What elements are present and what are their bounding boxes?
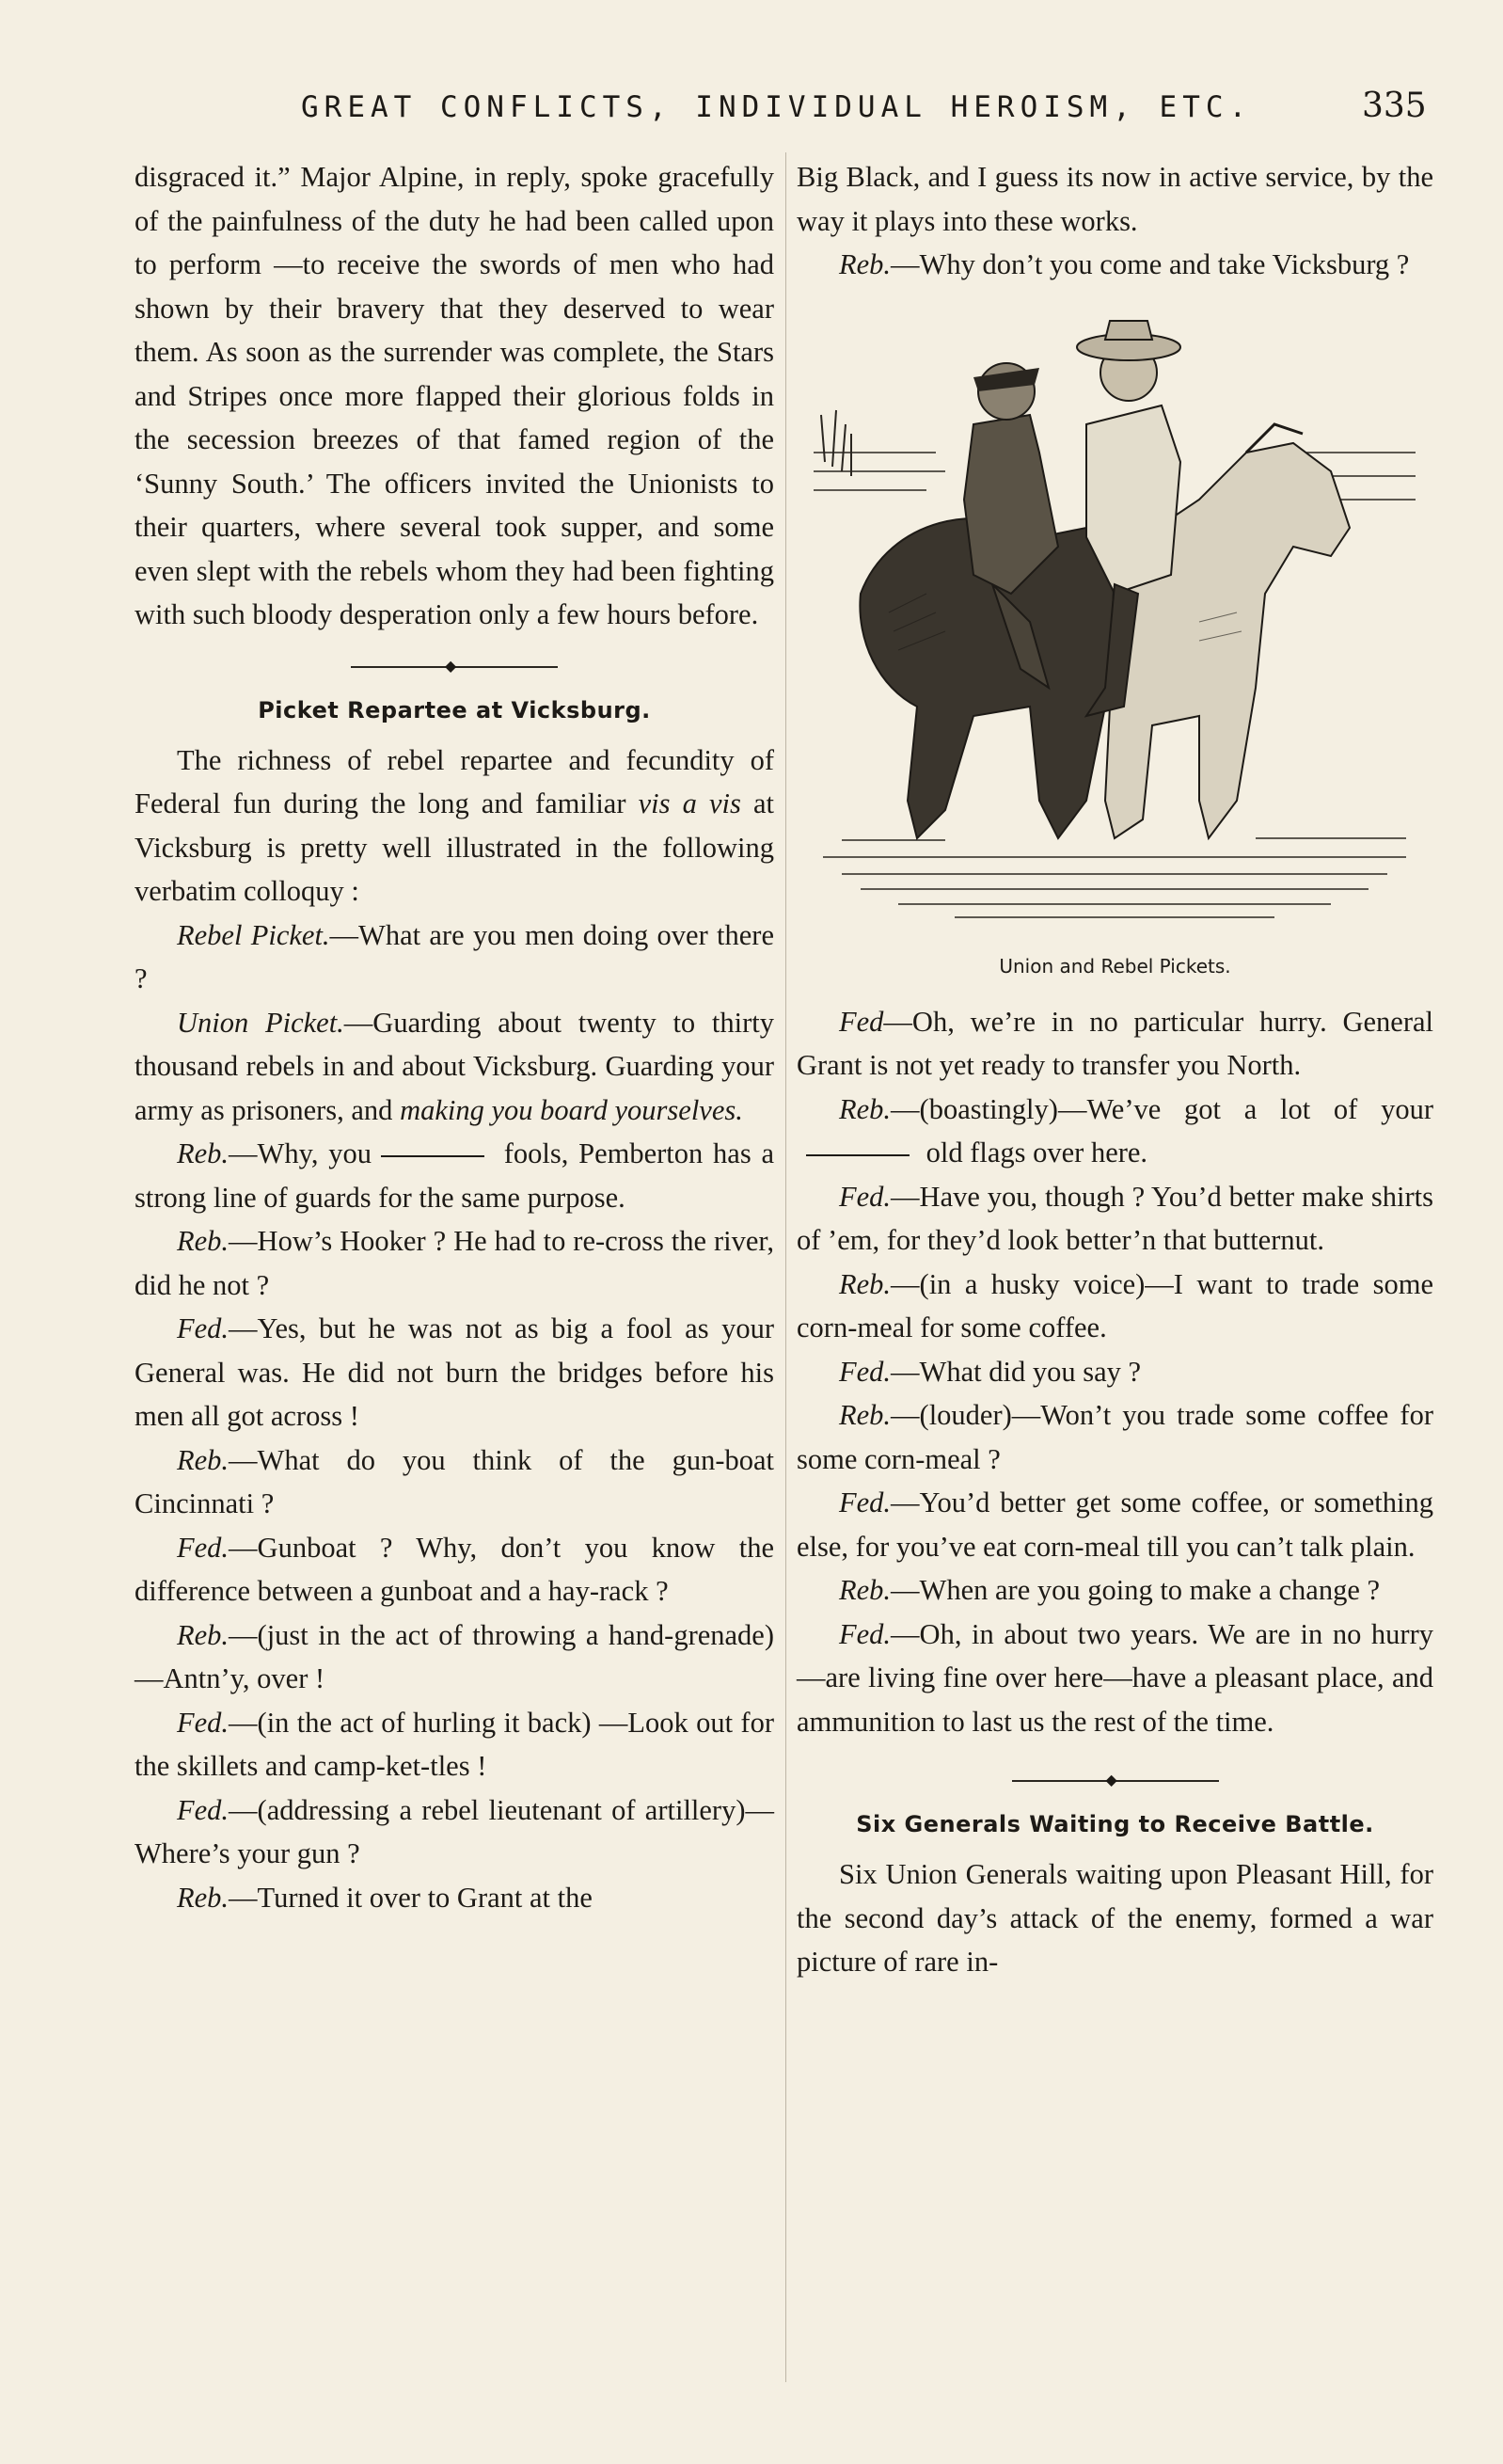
dialogue-line: Fed.—(in the act of hurling it back) —Look out for the skillets and camp-ket-tles ! xyxy=(134,1706,774,1782)
section-paragraph: Six Union Generals waiting upon Pleasant Hill, for the second day’s attack of the enemy, formed a war picture of rare in- xyxy=(797,1858,1433,1978)
dialogue-line: Reb.—Why, you fools, Pemberton has a strong line of guards for the same purpose. xyxy=(134,1137,774,1214)
speaker-label: Fed. xyxy=(177,1531,229,1564)
speaker-label: Reb. xyxy=(839,1574,892,1606)
intro-paragraph: The richness of rebel repartee and fecundity of Federal fun during the long and familiar vis a vis at Vicksburg is pretty well illustrated in the following verbatim colloquy : xyxy=(134,743,774,907)
dialogue-line: Fed.—Oh, in about two years. We are in no hurry—are living fine over here—have a pleasant place, and ammunition to last us the rest of the time. xyxy=(797,1617,1433,1738)
speaker-label: Reb. xyxy=(839,1399,892,1431)
speaker-label: Fed. xyxy=(839,1486,892,1518)
dialogue-line: Union Picket.—Guarding about twenty to thirty thousand rebels in and about Vicksburg. Guarding your army as prisoners, and making you board yourselves. xyxy=(134,1006,774,1126)
dialogue-line: Reb.—When are you going to make a change ? xyxy=(839,1574,1381,1606)
section-heading-picket-repartee: Picket Repartee at Vicksburg. xyxy=(258,696,651,723)
section-separator: ◆ xyxy=(1012,1762,1219,1800)
engraving-picture xyxy=(804,311,1425,942)
speaker-label: Reb. xyxy=(839,1092,892,1125)
dialogue-line: Reb.—(in a husky voice)—I want to trade some corn-meal for some coffee. xyxy=(797,1267,1433,1343)
right-column xyxy=(797,155,1433,1984)
section-heading-six-generals: Six Generals Waiting to Receive Battle. xyxy=(856,1811,1374,1837)
speaker-label: Union Picket. xyxy=(177,1006,344,1039)
speaker-label: Reb. xyxy=(177,1225,229,1257)
speaker-label: Fed. xyxy=(839,1355,892,1388)
speaker-label: Fed xyxy=(839,1005,884,1038)
page-number: 335 xyxy=(1362,87,1427,125)
dialogue-line: Fed.—(addressing a rebel lieutenant of artillery)—Where’s your gun ? xyxy=(134,1793,774,1869)
speaker-label: Fed. xyxy=(839,1617,892,1650)
speaker-label: Reb. xyxy=(177,1618,229,1651)
speaker-label: Fed. xyxy=(177,1706,229,1739)
dialogue-line: Reb.—How’s Hooker ? He had to re-cross the river, did he not ? xyxy=(134,1225,774,1301)
running-head: GREAT CONFLICTS, INDIVIDUAL HEROISM, ETC. xyxy=(301,90,1253,124)
dialogue-line: Fed.—Yes, but he was not as big a fool as your General was. He did not burn the bridges before his men all got across ! xyxy=(134,1312,774,1432)
dialogue-line: Reb.—Why don’t you come and take Vicksburg ? xyxy=(839,248,1410,280)
dialogue-line: Reb.—What do you think of the gun-boat Cincinnati ? xyxy=(134,1443,774,1519)
dialogue-line: Reb.—(louder)—Won’t you trade some coffee for some corn-meal ? xyxy=(797,1399,1433,1475)
continued-paragraph: disgraced it.” Major Alpine, in reply, spoke gracefully of the painfulness of the duty he had been called upon to perform —to receive the swords of men who had shown by their bravery that they deserved to wear them. As soon as the surrender was complete, the Stars and Stripes once more flapped their glorious folds in the secession breezes of that famed region of the ‘Sunny South.’ The officers invited the Unionists to their quarters, where several took supper, and some even slept with the rebels whom they had been fighting with such bloody desperation only a few hours before. xyxy=(134,161,774,630)
dialogue-line: Rebel Picket.—What are you men doing over there ? xyxy=(134,918,774,994)
speaker-label: Reb. xyxy=(839,1267,892,1300)
speaker-label: Reb. xyxy=(177,1137,229,1169)
censored-dash xyxy=(806,1154,910,1156)
continued-paragraph: Big Black, and I guess its now in active service, by the way it plays into these works. xyxy=(797,161,1433,237)
illustration-caption: Union and Rebel Pickets. xyxy=(999,954,1231,978)
dialogue-line: Reb.—(boastingly)—We’ve got a lot of your old flags over here. xyxy=(797,1088,1433,1175)
engraving-union-and-rebel-pickets xyxy=(804,311,1425,942)
censored-dash xyxy=(381,1155,484,1157)
dialogue-line: Fed.—You’d better get some coffee, or something else, for you’ve eat corn-meal till you can’t talk plain. xyxy=(797,1486,1433,1563)
speaker-label: Reb. xyxy=(177,1443,229,1476)
dialogue-line: Reb.—Turned it over to Grant at the xyxy=(177,1881,593,1914)
section-separator: ◆ xyxy=(351,648,558,686)
column-divider xyxy=(785,152,786,2382)
speaker-label: Rebel Picket. xyxy=(177,918,330,951)
speaker-label: Fed. xyxy=(177,1312,229,1344)
speaker-label: Fed. xyxy=(177,1793,229,1826)
speaker-label: Reb. xyxy=(177,1881,229,1914)
dialogue-line: Fed.—Gunboat ? Why, don’t you know the difference between a gunboat and a hay-rack ? xyxy=(134,1531,774,1607)
dialogue-line: Fed—Oh, we’re in no particular hurry. General Grant is not yet ready to transfer you North. xyxy=(797,1005,1433,1081)
speaker-label: Reb. xyxy=(839,248,892,280)
dialogue-line: Reb.—(just in the act of throwing a hand-grenade)—Antn’y, over ! xyxy=(134,1618,774,1694)
dialogue-line: Fed.—Have you, though ? You’d better make shirts of ’em, for they’d look better’n that butternut. xyxy=(797,1180,1433,1256)
dialogue-line: Fed.—What did you say ? xyxy=(839,1355,1142,1388)
left-column xyxy=(134,155,774,1919)
speaker-label: Fed. xyxy=(839,1180,892,1213)
